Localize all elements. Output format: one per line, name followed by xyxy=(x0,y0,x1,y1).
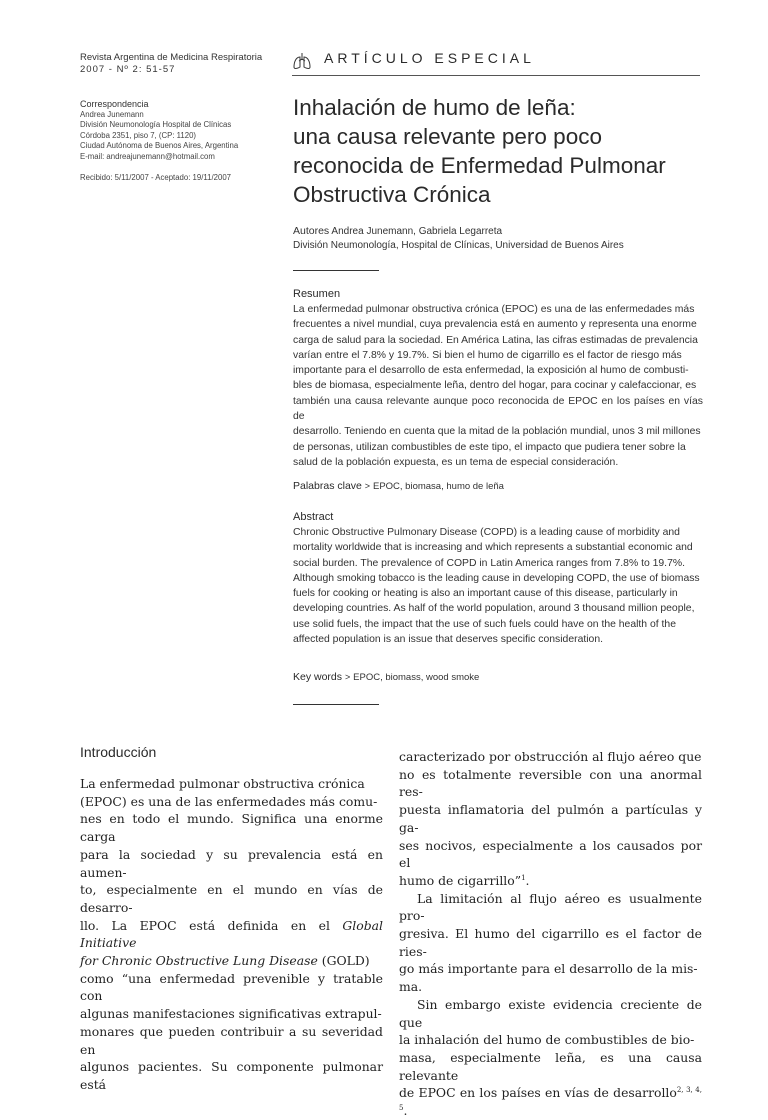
abstract-line: use solid fuels, the impact that the use of such fuels could have on the health of the xyxy=(293,618,676,630)
intro-right-column xyxy=(399,748,702,1120)
body-line: puesta inflamatoria del pulmón a partículas y ga- xyxy=(399,802,702,835)
body-line: caracterizado por obstrucción al flujo aéreo que xyxy=(399,749,702,764)
title-line: una causa relevante pero poco xyxy=(293,124,602,149)
resumen-line: bles de biomasa, especialmente leña, dentro del hogar, para cocinar y calefaccionar, es xyxy=(293,380,697,392)
resumen-heading: Resumen xyxy=(293,288,341,300)
body-line xyxy=(399,1084,702,1119)
journal-issue: 2007 - Nº 2: 51-57 xyxy=(80,64,176,75)
resumen-line: también una causa relevante aunque poco reconocida de EPOC en los países en vías de xyxy=(293,395,703,423)
body-text: llo. La EPOC está definida en el xyxy=(80,917,343,933)
received-dates: Recibido: 5/11/2007 - Aceptado: 19/11/2007 xyxy=(80,173,231,182)
abstract-line: Chronic Obstructive Pulmonary Disease (COPD) is a leading cause of morbidity and xyxy=(293,527,680,538)
body-line: Sin embargo existe evidencia creciente de que xyxy=(399,996,702,1030)
correspondence-line: Ciudad Autónoma de Buenos Aires, Argentina xyxy=(80,141,239,150)
body-line: ses nocivos, especialmente a los causados por el xyxy=(399,837,702,871)
body-line: La enfermedad pulmonar obstructiva crónica xyxy=(80,776,365,791)
resumen-line: varían entre el 7.8% y 19.7%. Si bien el humo de cigarrillo es el factor de riesgo más xyxy=(293,349,682,361)
intro-left-column xyxy=(80,775,383,1094)
authors-block xyxy=(293,224,713,253)
palabras-clave xyxy=(293,480,504,492)
abstract-text xyxy=(293,525,703,647)
gold-name-part: for Chronic Obstructive Lung Disease xyxy=(80,953,318,969)
abstract-line: developing countries. As half of the world population, around 3 thousand million people, xyxy=(293,603,695,615)
correspondence-email: E-mail: andreajunemann@hotmail.com xyxy=(80,151,215,161)
correspondence-line: Andrea Junemann xyxy=(80,109,144,119)
resumen-line: importante para el desarrollo de esta enfermedad, la exposición al humo de combusti- xyxy=(293,365,689,377)
resumen-line: desarrollo. Teniendo en cuenta que la mitad de la población mundial, unos 3 mil millones xyxy=(293,426,701,438)
abstract-line: fuels for cooking or heating is also an important cause of this disease, particularly in xyxy=(293,588,678,600)
resumen-line: frecuentes a nivel mundial, cuya prevalencia está en aumento y representa una enorme xyxy=(293,319,697,331)
reference-mark: 1 xyxy=(521,873,526,882)
journal-info xyxy=(80,52,262,76)
key-words-label: Key words xyxy=(293,671,343,683)
body-line: (EPOC) es una de las enfermedades más comu- xyxy=(80,793,378,809)
resumen-line: de personas, utilizan combustibles de este tipo, el impacto que pudiera tener sobre la xyxy=(293,441,686,453)
title-line: reconocida de Enfermedad Pulmonar xyxy=(293,153,666,178)
key-words xyxy=(293,671,479,683)
correspondence-label: Correspondencia xyxy=(80,99,149,109)
key-words-values: EPOC, biomass, wood smoke xyxy=(353,672,480,683)
correspondence-block xyxy=(80,99,280,162)
resumen-text xyxy=(293,302,703,470)
body-line: algunos pacientes. Su componente pulmonar está xyxy=(80,1059,383,1092)
header-divider xyxy=(292,75,700,76)
section-divider xyxy=(293,270,379,271)
body-line: para la sociedad y su prevalencia está en aumen- xyxy=(80,846,383,880)
body-line: la inhalación del humo de combustibles de bio- xyxy=(399,1032,695,1048)
body-line: no es totalmente reversible con una anormal res- xyxy=(399,766,702,800)
title-line: Obstructiva Crónica xyxy=(293,182,491,207)
body-line xyxy=(399,872,702,890)
body-text: (GOLD) xyxy=(317,953,370,969)
palabras-clave-label: Palabras clave xyxy=(293,480,362,492)
abstract-heading: Abstract xyxy=(293,511,334,523)
article-type: ARTÍCULO ESPECIAL xyxy=(324,50,535,66)
body-line: La limitación al flujo aéreo es usualmente pro- xyxy=(399,890,702,924)
abstract-line: social burden. The prevalence of COPD in Latin America ranges from 7.8% to 19.7%. xyxy=(293,557,685,569)
gold-name-part: Global Initiative xyxy=(80,917,383,951)
body-line xyxy=(80,952,383,970)
body-text: . xyxy=(403,1103,408,1119)
body-text: . xyxy=(525,872,530,888)
intro-heading: Introducción xyxy=(80,744,157,760)
body-line: masa, especialmente leña, es una causa relevante xyxy=(399,1049,702,1083)
reference-mark: 2, 3, 4, 5 xyxy=(399,1086,702,1112)
body-line xyxy=(80,917,383,952)
body-line: gresiva. El humo del cigarrillo es el factor de ries- xyxy=(399,926,702,959)
resumen-line: carga de salud para la sociedad. En América Latina, las cifras estimadas de prevalencia xyxy=(293,334,698,346)
palabras-clave-values: EPOC, biomasa, humo de leña xyxy=(372,481,504,492)
authors-affiliation: División Neumonología, Hospital de Clínicas, Universidad de Buenos Aires xyxy=(293,240,624,251)
resumen-line: La enfermedad pulmonar obstructiva crónica (EPOC) es una de las enfermedades más xyxy=(293,304,695,315)
lung-icon xyxy=(292,52,312,70)
body-text: de EPOC en los países en vías de desarrollo xyxy=(399,1085,677,1101)
resumen-line: salud de la población expuesta, es un tema de especial consideración. xyxy=(293,456,619,468)
body-line: nes en todo el mundo. Significa una enorme carga xyxy=(80,811,383,845)
key-words-arrow: > xyxy=(344,672,351,682)
section-divider xyxy=(293,704,379,705)
abstract-line: affected population is an issue that deserves specific consideration. xyxy=(293,634,603,646)
correspondence-line: División Neumonología Hospital de Clínicas xyxy=(80,120,232,129)
body-line: algunas manifestaciones significativas extrapul- xyxy=(80,1006,382,1022)
abstract-line: Although smoking tobacco is the leading cause in developing COPD, the use of biomass xyxy=(293,572,700,584)
palabras-clave-arrow: > xyxy=(364,481,371,491)
correspondence-line: Córdoba 2351, piso 7, (CP: 1120) xyxy=(80,130,197,140)
authors-names: Andrea Junemann, Gabriela Legarreta xyxy=(331,226,503,237)
title-line: Inhalación de humo de leña: xyxy=(293,95,576,120)
body-line: ma. xyxy=(399,979,423,995)
article-title xyxy=(293,93,713,209)
body-line: go más importante para el desarrollo de la mis- xyxy=(399,961,698,977)
journal-name: Revista Argentina de Medicina Respiratoria xyxy=(80,52,263,63)
authors-label: Autores xyxy=(293,225,330,237)
body-line: to, especialmente en el mundo en vías de desarro- xyxy=(80,882,383,915)
abstract-line: mortality worldwide that is increasing and which represents a substantial economic and xyxy=(293,542,693,554)
body-line: como “una enfermedad prevenible y tratable con xyxy=(80,970,383,1004)
body-line: monares que pueden contribuir a su severidad en xyxy=(80,1023,383,1057)
body-text: humo de cigarrillo” xyxy=(399,872,522,888)
